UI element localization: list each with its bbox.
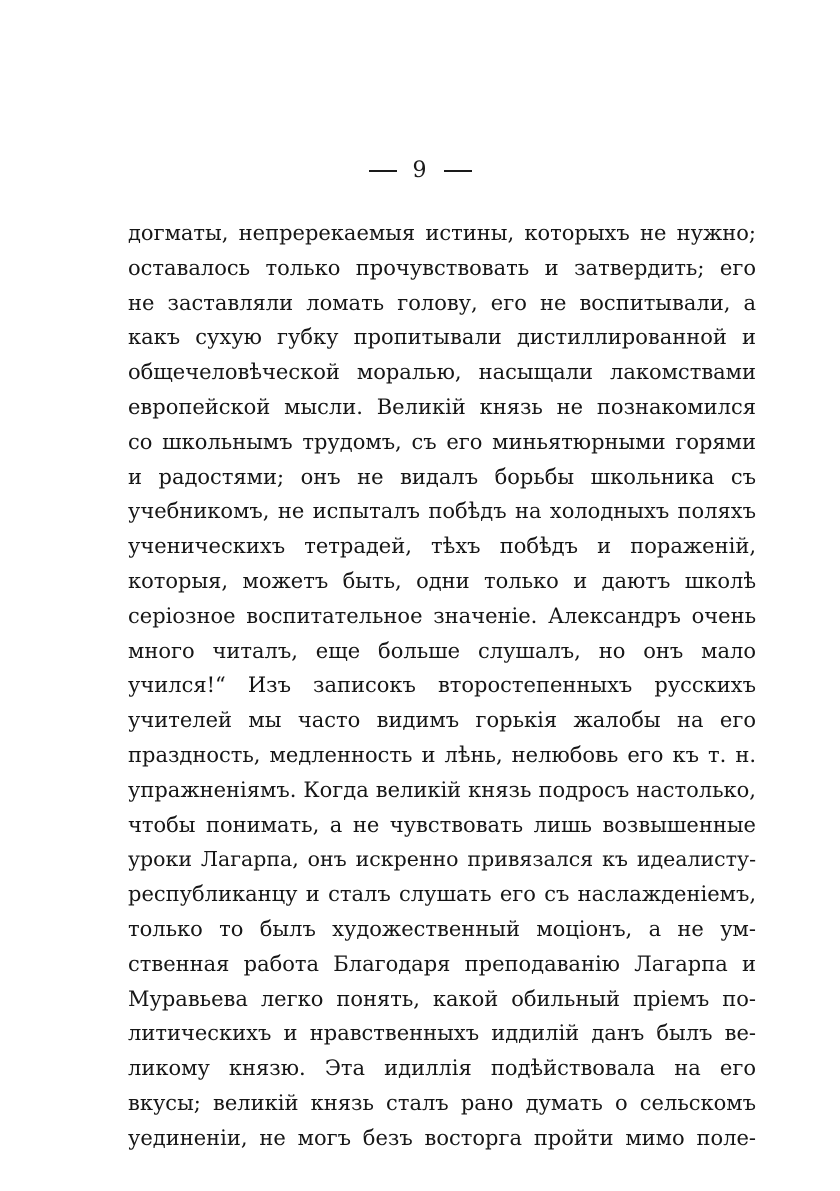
text-line: ученическихъ тетрадей, тѣхъ побѣдъ и пораженій,: [128, 534, 756, 559]
text-line: Муравьева легко понять, какой обильный пріемъ по-: [128, 986, 756, 1011]
text-line: догматы, непререкаемыя истины, которыхъ не нужно;: [128, 221, 756, 245]
text-line: общечеловѣческой моралью, насыщали лакомствами: [128, 360, 756, 385]
text-line: оставалось только прочувствовать и затвердить; его: [128, 255, 756, 280]
text-line: учебникомъ, не испыталъ побѣдъ на холодныхъ поляхъ: [128, 499, 756, 524]
text-line: не заставляли ломать голову, его не воспитывали, а: [128, 290, 756, 315]
text-line: уроки Лагарпа, онъ искренно привязался къ идеалисту-: [128, 847, 756, 872]
text-line: со школьнымъ трудомъ, съ его миньятюрными горями: [128, 429, 756, 454]
text-line: ственная работа Благодаря преподаванію Лагарпа и: [128, 951, 756, 976]
text-line: праздность, медленность и лѣнь, нелюбовь его къ т. н.: [128, 742, 756, 767]
page-number-header: [0, 158, 840, 183]
text-line: ликому князю. Эта идиллія подѣйствовала на его: [128, 1056, 756, 1081]
left-dash: [369, 170, 397, 172]
text-line: которыя, можетъ быть, одни только и даютъ школѣ: [128, 568, 756, 593]
right-dash: [444, 170, 472, 172]
text-line: литическихъ и нравственныхъ иддилій данъ былъ ве-: [128, 1021, 756, 1046]
text-line: упражненіямъ. Когда великій князь подросъ настолько,: [128, 777, 756, 802]
text-line: вкусы; великій князь сталъ рано думать о сельскомъ: [128, 1090, 756, 1115]
page-number: 9: [412, 158, 428, 183]
text-line: чтобы понимать, а не чувствовать лишь возвышенные: [128, 812, 756, 837]
text-line: уединеніи, не могъ безъ восторга пройти мимо поле-: [128, 1125, 756, 1150]
text-line: много читалъ, еще больше слушалъ, но онъ мало: [128, 638, 756, 663]
text-line: только то былъ художественный моціонъ, а не ум-: [128, 916, 756, 941]
body-text: [128, 216, 756, 1156]
text-line: европейской мысли. Великій князь не познакомился: [128, 394, 756, 419]
text-line: серіозное воспитательное значеніе. Александръ очень: [128, 603, 756, 628]
text-line: какъ сухую губку пропитывали дистиллированной и: [128, 325, 756, 350]
text-line: учился!“ Изъ записокъ второстепенныхъ русскихъ: [128, 673, 756, 698]
text-line: республиканцу и сталъ слушать его съ наслажденіемъ,: [128, 882, 756, 907]
text-line: учителей мы часто видимъ горькія жалобы на его: [128, 708, 756, 733]
text-line: и радостями; онъ не видалъ борьбы школьника съ: [128, 464, 756, 489]
